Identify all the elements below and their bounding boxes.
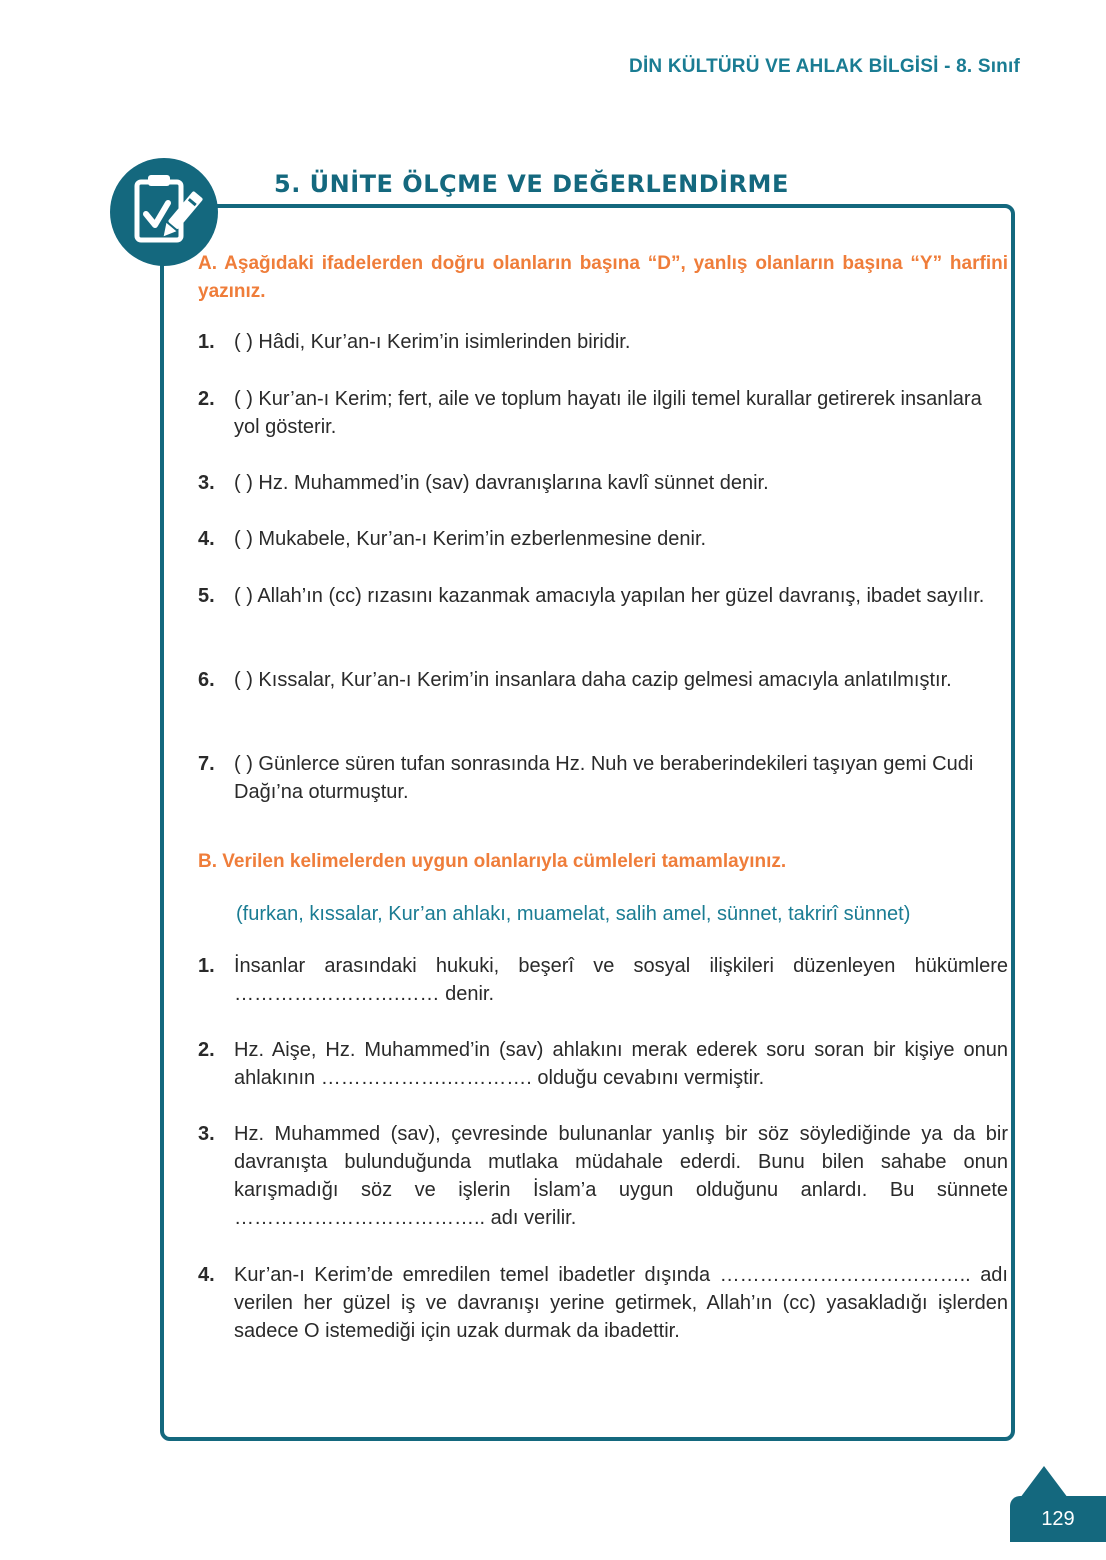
section-a-item — [198, 328, 1008, 356]
item-number: 4. — [198, 528, 215, 550]
item-number: 3. — [198, 1123, 215, 1145]
item-text: Hz. Muhammed (sav), çevresinde bulunanlar yanlış bir söz söylediğinde ya da bir davranışta bulunduğunda mutlaka müdahale ederdi. Bunu bilen sahabe onun karışmadığı söz ve işlerin İslam’a uygun olduğunu anlardı. Bu sünnete ……………………………….. adı verilir. — [234, 1123, 1008, 1229]
section-a-item — [198, 385, 1008, 441]
item-text: ( ) Mukabele, Kur’an-ı Kerim’in ezberlenmesine denir. — [234, 528, 707, 550]
item-text: ( ) Allah’ın (cc) rızasını kazanmak amacıyla yapılan her güzel davranış, ibadet sayılır. — [234, 585, 985, 607]
item-number: 1. — [198, 955, 215, 977]
section-b-item — [198, 1261, 1008, 1345]
page-header-title: DİN KÜLTÜRÜ VE AHLAK BİLGİSİ - 8. Sınıf — [629, 56, 1020, 77]
section-b-item — [198, 952, 1008, 1008]
item-number: 4. — [198, 1264, 215, 1286]
item-number: 7. — [198, 753, 215, 775]
item-number: 5. — [198, 585, 215, 607]
section-b-heading: B. Verilen kelimelerden uygun olanlarıyla cümleleri tamamlayınız. — [198, 851, 787, 872]
word-bank: (furkan, kıssalar, Kur’an ahlakı, muamelat, salih amel, sünnet, takrirî sünnet) — [236, 903, 911, 925]
item-number: 3. — [198, 472, 215, 494]
page-tab-arrow — [1020, 1466, 1068, 1498]
item-number: 2. — [198, 1039, 215, 1061]
section-b-item — [198, 1036, 1008, 1092]
section-a-item — [198, 525, 1008, 553]
section-a-item — [198, 469, 1008, 497]
item-text: ( ) Kur’an-ı Kerim; fert, aile ve toplum hayatı ile ilgili temel kurallar getirerek insanlara yol gösterir. — [234, 388, 982, 438]
unit-title: 5. ÜNİTE ÖLÇME VE DEĞERLENDİRME — [266, 170, 797, 198]
item-number: 2. — [198, 388, 215, 410]
section-a-heading: A. Aşağıdaki ifadelerden doğru olanların başına “D”, yanlış olanların başına “Y” harfini yazınız. — [198, 253, 1008, 302]
section-a-item — [198, 666, 1008, 694]
item-text: Hz. Aişe, Hz. Muhammed’in (sav) ahlakını merak ederek soru soran bir kişiye onun ahlakının ……………….…………. olduğu cevabını vermiştir. — [234, 1039, 1008, 1089]
section-a-item — [198, 750, 1008, 806]
page-number: 129 — [1010, 1496, 1106, 1542]
item-text: ( ) Kıssalar, Kur’an-ı Kerim’in insanlara daha cazip gelmesi amacıyla anlatılmıştır. — [234, 669, 952, 691]
section-a-item — [198, 582, 1008, 610]
item-number: 6. — [198, 669, 215, 691]
item-text: ( ) Günlerce süren tufan sonrasında Hz. Nuh ve beraberindekileri taşıyan gemi Cudi Dağı’na oturmuştur. — [234, 753, 974, 803]
item-text: Kur’an-ı Kerim’de emredilen temel ibadetler dışında ……………………………….. adı verilen her güzel iş ve davranışı yerine getirmek, Allah’ın (cc) yasakladığı işlerden sadece O istemediği için uzak durmak da ibadettir. — [234, 1264, 1008, 1342]
section-b-item — [198, 1120, 1008, 1232]
item-text: İnsanlar arasındaki hukuki, beşerî ve sosyal ilişkileri düzenleyen hükümlere …………………….…… denir. — [234, 955, 1008, 1005]
item-text: ( ) Hz. Muhammed’in (sav) davranışlarına kavlî sünnet denir. — [234, 472, 769, 494]
item-number: 1. — [198, 331, 215, 353]
item-text: ( ) Hâdi, Kur’an-ı Kerim’in isimlerinden biridir. — [234, 331, 631, 353]
